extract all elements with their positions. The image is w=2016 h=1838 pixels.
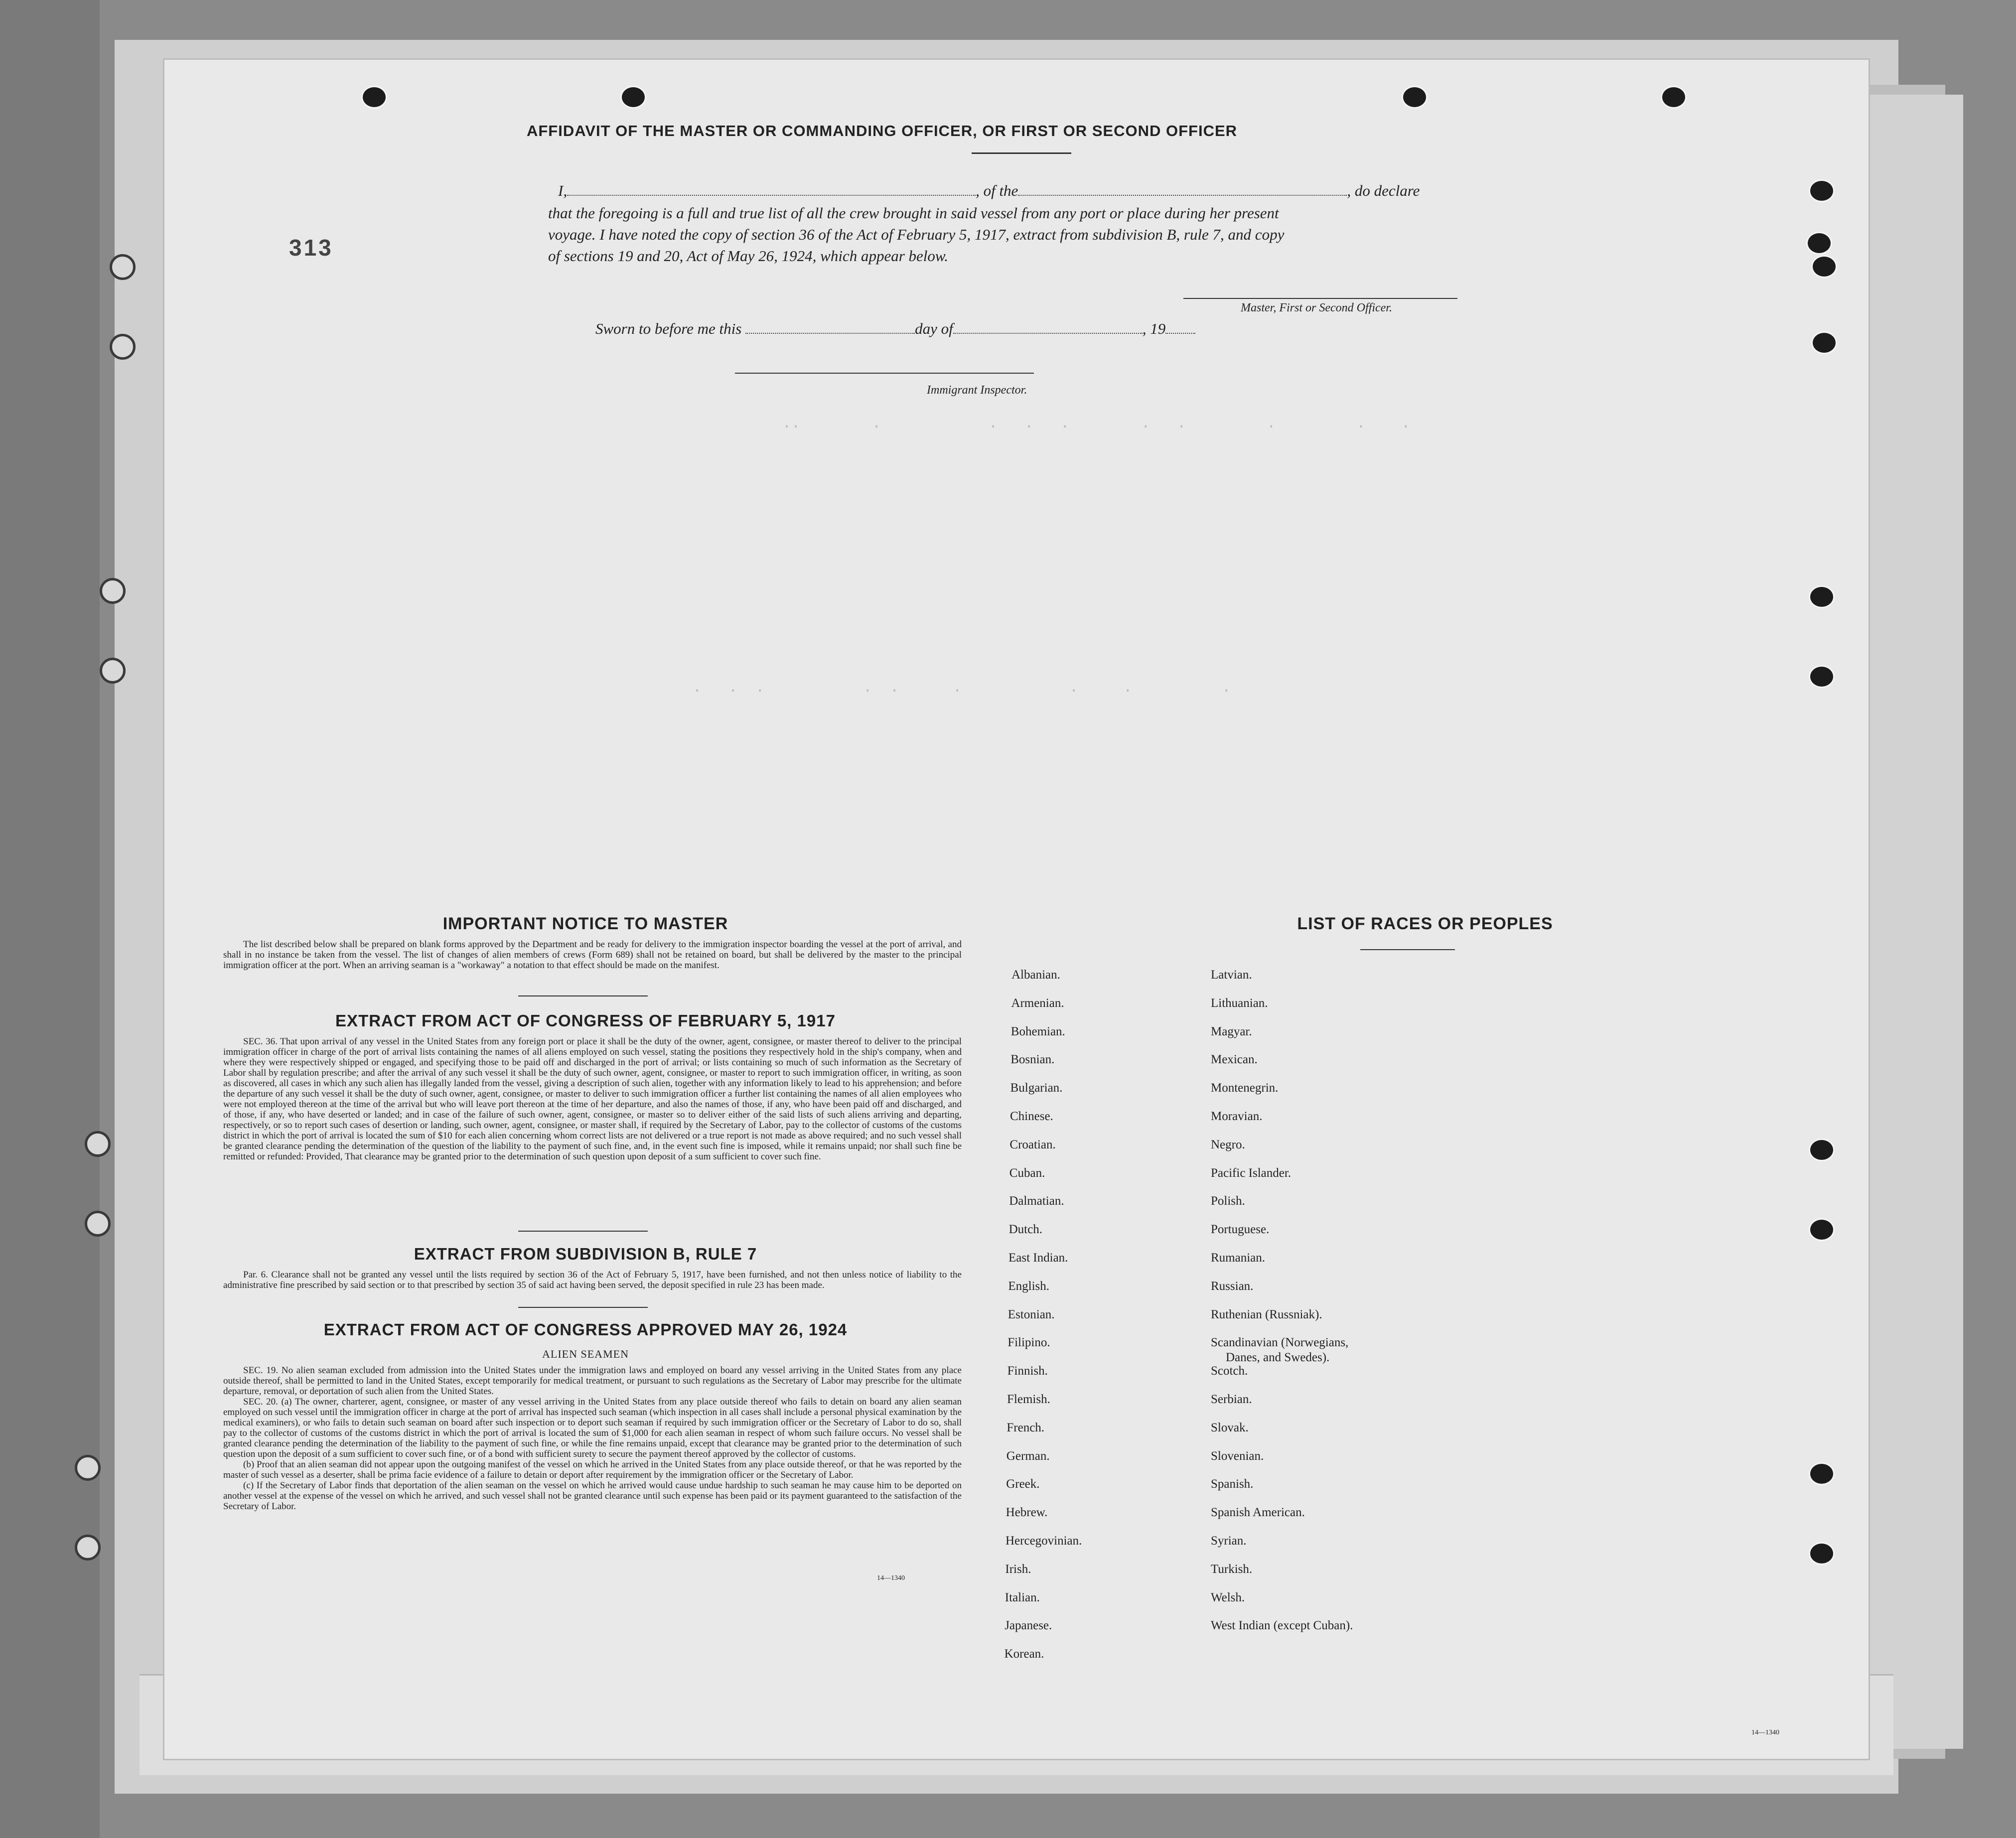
race-item: Cuban. [1009, 1166, 1045, 1180]
race-item: Italian. [1005, 1590, 1040, 1604]
binder-hole [100, 578, 126, 604]
race-item: Dalmatian. [1009, 1194, 1064, 1208]
races-title: LIST OF RACES OR PEOPLES [1297, 914, 1553, 933]
race-item: Dutch. [1008, 1223, 1042, 1237]
sworn-line: Sworn to before me this day of , 19 [595, 320, 1195, 338]
binder-hole [85, 1211, 111, 1237]
race-item: Turkish. [1211, 1562, 1253, 1576]
punch-hole [1809, 1462, 1835, 1485]
binder-hole [75, 1455, 101, 1481]
punch-hole [1661, 86, 1687, 109]
punch-hole [1811, 331, 1837, 354]
race-item: Rumanian. [1211, 1251, 1266, 1265]
race-item: Spanish. [1211, 1477, 1254, 1491]
race-item: Korean. [1004, 1647, 1044, 1661]
form-number: 14—1340 [877, 1574, 905, 1582]
race-item: Montenegrin. [1211, 1081, 1279, 1095]
race-item: English. [1008, 1279, 1050, 1293]
race-item: Finnish. [1007, 1364, 1048, 1378]
punch-hole [1806, 232, 1832, 255]
notice-text: The list described below shall be prepared on blank forms approved by the Department and be ready for delivery to the immigration inspector boarding the vessel at the port of arrival, and shall in no instance be taken from the vessel. The list of changes of alien members of crews (Form 689) shall not be retained on board, but shall be delivered by the master to the principal immigration officer at the port. When an arriving seaman is a "workaway" a notation to that effect should be made on the manifest. [223, 939, 962, 971]
punch-hole [1809, 179, 1835, 202]
race-item: Moravian. [1211, 1110, 1263, 1123]
race-item: Japanese. [1005, 1619, 1052, 1633]
punch-hole [1809, 1542, 1835, 1565]
punch-hole [1402, 86, 1428, 109]
section-rule [518, 1231, 648, 1232]
race-item: Lithuanian. [1211, 996, 1268, 1010]
race-item: Scandinavian (Norwegians, [1211, 1336, 1349, 1350]
bleed-through: · · · · · · · · · [513, 683, 1231, 700]
punch-hole [361, 86, 387, 109]
race-item: Serbian. [1211, 1393, 1252, 1406]
race-item: Pacific Islander. [1211, 1166, 1292, 1180]
binder-hole [75, 1535, 101, 1560]
master-caption: Master, First or Second Officer. [1241, 301, 1392, 314]
race-item: West Indian (except Cuban). [1211, 1619, 1353, 1633]
race-item: Chinese. [1010, 1110, 1053, 1123]
race-item: Flemish. [1007, 1393, 1050, 1406]
background-edge [0, 0, 100, 1838]
affidavit-line4: of sections 19 and 20, Act of May 26, 1924, which appear below. [548, 247, 949, 265]
race-item: Armenian. [1011, 996, 1064, 1010]
affidavit-line3: voyage. I have noted the copy of section 36 of the Act of February 5, 1917, extract from subdivision B, rule 7, and copy [548, 226, 1285, 243]
notice-title: IMPORTANT NOTICE TO MASTER [442, 914, 728, 933]
binder-hole [85, 1131, 111, 1157]
affidavit-line2: that the foregoing is a full and true list of all the crew brought in said vessel from any port or place during her present [548, 204, 1279, 222]
extract-1924-title: EXTRACT FROM ACT OF CONGRESS APPROVED MAY 26, 1924 [323, 1320, 848, 1339]
race-item: Slovak. [1211, 1420, 1249, 1434]
race-item: Portuguese. [1211, 1223, 1270, 1237]
punch-hole [620, 86, 646, 109]
bleed-through: ·· · · · · · · · · · [513, 419, 1411, 435]
rule7-text: Par. 6. Clearance shall not be granted any vessel until the lists required by section 36 of the Act of February 5, 1917, have been furnished, and not then unless notice of liability to the administrative fine prescribed by said section or to that prescribed by section 35 of said act having been served, the deposit specified in rule 23 has been made. [223, 1270, 962, 1290]
race-item: Ruthenian (Russniak). [1211, 1307, 1322, 1321]
race-item: Welsh. [1211, 1590, 1245, 1604]
race-item: East Indian. [1008, 1251, 1068, 1265]
race-item: Polish. [1211, 1194, 1245, 1208]
race-item: French. [1007, 1420, 1045, 1434]
affidavit-line1: I, , of the , do declare [558, 182, 1420, 199]
race-item: Magyar. [1211, 1024, 1252, 1038]
race-item: Hercegovinian. [1006, 1534, 1082, 1548]
race-item: German. [1006, 1449, 1050, 1463]
race-item: Negro. [1211, 1137, 1245, 1151]
inspector-caption: Immigrant Inspector. [927, 384, 1027, 397]
punch-hole [1809, 585, 1835, 608]
race-item: Hebrew. [1006, 1506, 1048, 1520]
signature-line-master [1183, 298, 1457, 299]
affidavit-title: AFFIDAVIT OF THE MASTER OR COMMANDING OFFICER, OR FIRST OR SECOND OFFICER [526, 122, 1238, 140]
race-item: Danes, and Swedes). [1226, 1351, 1330, 1365]
race-item: Syrian. [1211, 1534, 1247, 1548]
punch-hole [1809, 665, 1835, 688]
rule7-title: EXTRACT FROM SUBDIVISION B, RULE 7 [414, 1245, 757, 1263]
race-item: Bosnian. [1010, 1053, 1055, 1067]
punch-hole [1809, 1138, 1835, 1161]
section-rule [518, 1307, 648, 1308]
extract-1917-text: SEC. 36. That upon arrival of any vessel in the United States from any foreign port or place it shall be the duty of the owner, agent, consignee, or master thereof to deliver to the principal immigration officer in charge of the port of arrival lists containing the names of all aliens employed on such vessel, stating the positions they respectively hold in the ship's company, when and where they were respectively shipped or engaged, and specifying those to be paid off and discharged in the port of arrival; or lists containing so much of such information as the Secretary of Labor shall by regulation prescribe; and after the arrival of any such vessel it shall be the duty of such owner, agent, consignee, or master to report to such immigration officer, in writing, as soon as discovered, all cases in which any such alien has illegally landed from the vessel, giving a description of such alien, together with any information likely to lead to his apprehension; and before the departure of any such vessel it shall be the duty of such owner, agent, consignee, or master to deliver to such immigration officer a further list containing the names of all alien employees who were not employed thereon at the time of the arrival but who will leave port thereon at the time of her departure, and also the names of those, if any, who have been paid off and discharged, and of those, if any, who have deserted or landed; and in case of the failure of such owner, agent, consignee, or master so to deliver either of the said lists of such aliens arriving and departing, respectively, or so to report such cases of desertion or landing, such owner, agent, consignee, or master shall, if required by the Secretary of Labor, pay to the collector of customs of the customs district in which the port of arrival is located the sum of $10 for each alien concerning whom correct lists are not delivered or a true report is not made as above required; and no such vessel shall be granted clearance pending the determination of the question of the liability to the payment of such fine, and, in the event such fine is imposed, while it remains unpaid; nor shall such fine be remitted or refunded: Provided, That clearance may be granted prior to the determination of such question upon deposit of a sum sufficient to cover such fine. [223, 1036, 962, 1162]
binder-hole [100, 658, 126, 684]
races-rule [1360, 949, 1455, 950]
race-item: Irish. [1005, 1562, 1031, 1576]
extract-1924-subtitle: ALIEN SEAMEN [542, 1348, 629, 1360]
binder-hole [110, 334, 136, 360]
race-item: Scotch. [1211, 1364, 1248, 1378]
race-item: Greek. [1006, 1477, 1040, 1491]
bottom-form-number: 14—1340 [1751, 1729, 1779, 1736]
race-item: Spanish American. [1211, 1506, 1305, 1520]
stamp-number: 313 [289, 235, 333, 261]
race-item: Filipino. [1008, 1336, 1050, 1350]
race-item: Mexican. [1211, 1053, 1258, 1067]
binder-hole [110, 254, 136, 280]
race-item: Bulgarian. [1010, 1081, 1063, 1095]
race-item: Bohemian. [1010, 1024, 1065, 1038]
race-item: Albanian. [1011, 968, 1060, 982]
punch-hole [1811, 255, 1837, 278]
signature-line-inspector [735, 373, 1034, 374]
punch-hole [1809, 1218, 1835, 1241]
race-item: Estonian. [1008, 1307, 1055, 1321]
race-item: Latvian. [1211, 968, 1252, 982]
title-rule [972, 152, 1071, 154]
section-rule [518, 995, 648, 996]
race-item: Russian. [1211, 1279, 1254, 1293]
extract-1917-title: EXTRACT FROM ACT OF CONGRESS OF FEBRUARY 5, 1917 [335, 1011, 836, 1030]
extract-1924-text: SEC. 19. No alien seaman excluded from admission into the United States under the immigration laws and employed on board any vessel arriving in the United States from any place outside thereof, shall be permitted to land in the United States, except temporarily for medical treatment, or pursuant to such regulations as the Secretary of Labor may prescribe for the ultimate departure, removal, or deportation of such alien from the United States. SEC. 20. (a) The owner, charterer, agent, consignee, or master of any vessel arriving in the United States from any place outside thereof who fails to detain on board any alien seaman employed on such vessel until the immigration officer in charge at the port of arrival has inspected such seaman (which inspection in all cases shall include a personal physical examination by the medical examiners), or who fails to detain such seaman on board after such inspection or to deport such seaman if required by such immigration officer or the Secretary of Labor to do so, shall pay to the collector of customs of the customs district in which the port of arrival is located the sum of $1,000 for each alien seaman in respect of whom such failure occurs. No vessel shall be granted clearance pending the determination of the liability to the payment of such fine, or while the fine remains unpaid, except that clearance may be granted prior to the determination of such question upon the deposit of a sum sufficient to cover such fine, or of a bond with sufficient surety to secure the payment thereof approved by the collector of customs. (b) Proof that an alien seaman did not appear upon the outgoing manifest of the vessel on which he arrived in the United States from any place outside thereof, or that he was reported by the master of such vessel as a deserter, shall be prima facie evidence of a failure to detain or deport after requirement by the immigration officer or the Secretary of Labor. (c) If the Secretary of Labor finds that deportation of the alien seaman on the vessel on which he arrived would cause undue hardship to such seaman he may cause him to be deported on another vessel at the expense of the vessel on which he arrived, and such vessel shall not be granted clearance until such expense has been paid or its payment guaranteed to the satisfaction of the Secretary of Labor. [223, 1365, 962, 1512]
document-page [164, 60, 1869, 1759]
race-item: Slovenian. [1211, 1449, 1264, 1463]
race-item: Croatian. [1009, 1137, 1056, 1151]
